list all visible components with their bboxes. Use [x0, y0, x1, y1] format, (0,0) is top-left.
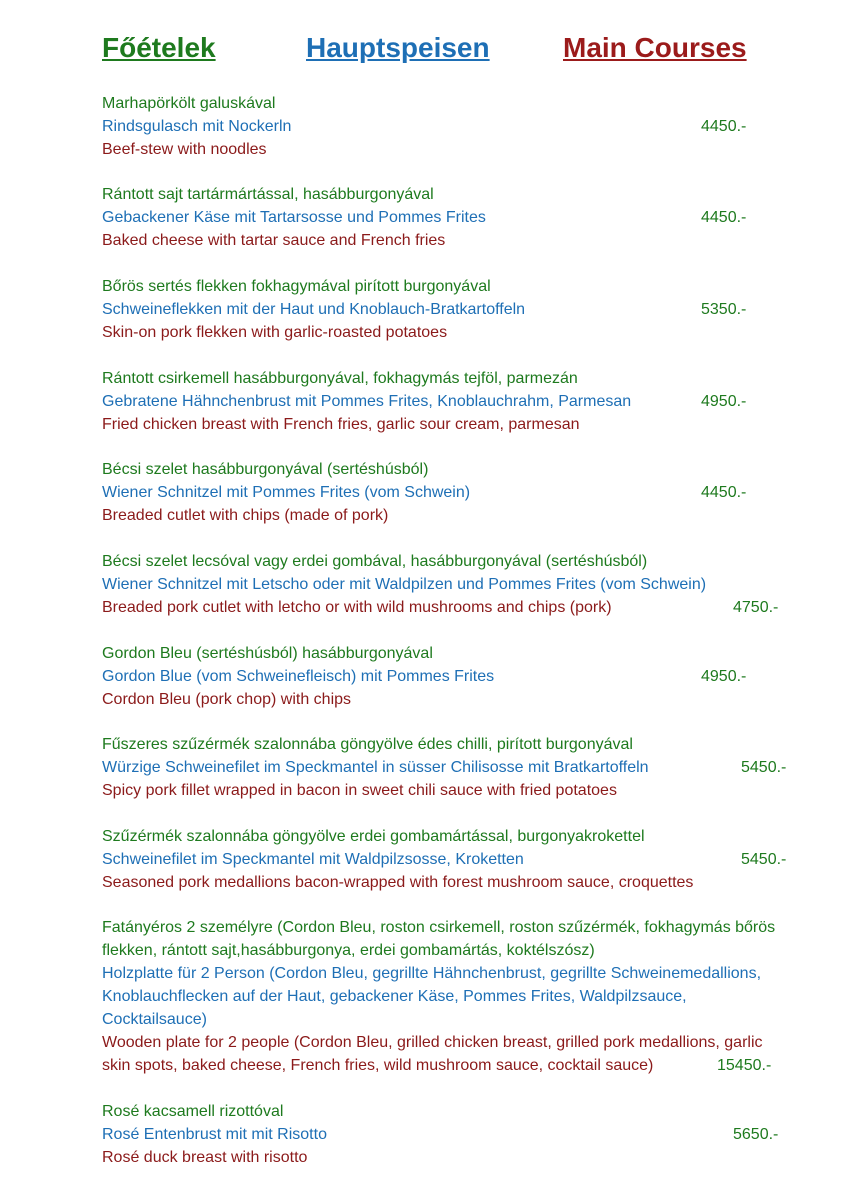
item-note: (pork chop) — [190, 691, 281, 708]
item-description: (Cordon Bleu, grilled chicken breast, grilled pork medallions, garlic — [289, 1034, 763, 1051]
item-name-de: Wiener Schnitzel mit Pommes Frites (vom Schwein) — [102, 484, 471, 501]
item-name-de: Rindsgulasch mit Nockerln — [102, 118, 292, 135]
item-name-hu: Rántott sajt tartármártással, hasábburgonyával — [102, 186, 434, 203]
item-name-en: Breaded pork cutlet with letcho or with wild mushrooms and chips (pork) — [102, 599, 612, 616]
menu-item-wiener-schnitzel — [102, 458, 802, 527]
menu-item-duck-breast — [102, 1100, 802, 1169]
menu-item-spicy-pork-fillet — [102, 733, 802, 802]
menu-item-beef-stew — [102, 92, 802, 161]
item-title: Fatányéros 2 személyre — [102, 919, 273, 936]
item-price: 5450.- — [741, 759, 787, 776]
menu-item-fried-chicken — [102, 367, 802, 436]
item-name-hu: Bécsi szelet hasábburgonyával (sertéshúsból) — [102, 461, 429, 478]
item-name-part: with chips — [280, 691, 352, 708]
item-name-hu — [102, 916, 802, 939]
item-price: 5650.- — [733, 1126, 779, 1143]
heading-hungarian: Főételek — [102, 32, 216, 63]
item-name-de: Gebackener Käse mit Tartarsosse und Pommes Frites — [102, 209, 486, 226]
item-name-hu: Szűzérmék szalonnába göngyölve erdei gombamártással, burgonyakrokettel — [102, 828, 645, 845]
item-name-de: Wiener Schnitzel mit Letscho oder mit Waldpilzen und Pommes Frites (vom Schwein) — [102, 576, 707, 593]
item-name-en: Breaded cutlet with chips (made of pork) — [102, 507, 389, 524]
item-price: 4450.- — [701, 118, 747, 135]
item-price: 4950.- — [701, 393, 747, 410]
menu-item-wooden-plate — [102, 916, 802, 1077]
item-name-part: hasábburgonyával — [302, 645, 433, 662]
menu-item-schnitzel-letcho — [102, 550, 802, 619]
item-price: 5350.- — [701, 301, 747, 318]
item-name-de: Rosé Entenbrust mit mit Risotto — [102, 1126, 327, 1143]
item-title: Wooden plate for 2 people — [102, 1034, 290, 1051]
item-price: 5450.- — [741, 851, 787, 868]
item-name-hu: Marhapörkölt galuskával — [102, 95, 276, 112]
item-name-en — [102, 1031, 802, 1054]
item-price: 15450.- — [717, 1057, 772, 1074]
item-name-hu: Fűszeres szűzérmék szalonnába göngyölve édes chilli, pirított burgonyával — [102, 736, 633, 753]
item-name-en: Rosé duck breast with risotto — [102, 1149, 308, 1166]
item-name-de: Würzige Schweinefilet im Speckmantel in süsser Chilisosse mit Bratkartoffeln — [102, 759, 649, 776]
item-name-en: Beef-stew with noodles — [102, 141, 267, 158]
item-name-en: Fried chicken breast with French fries, garlic sour cream, parmesan — [102, 416, 580, 433]
item-name-part: Gordon Bleu — [102, 645, 192, 662]
item-name-part: mit Pommes Frites — [360, 668, 495, 685]
heading-english: Main Courses — [563, 32, 747, 63]
item-name-hu — [102, 642, 802, 665]
item-name-en: Seasoned pork medallions bacon-wrapped with forest mushroom sauce, croquettes — [102, 874, 694, 891]
menu-item-pork-medallions — [102, 825, 802, 894]
item-name-en: Spicy pork fillet wrapped in bacon in sweet chili sauce with fried potatoes — [102, 782, 617, 799]
item-description-de: Knoblauchflecken auf der Haut, gebackener Käse, Pommes Frites, Waldpilzsauce, — [102, 988, 687, 1005]
item-description-en: skin spots, baked cheese, French fries, wild mushroom sauce, cocktail sauce) — [102, 1057, 654, 1074]
item-name-de: Gebratene Hähnchenbrust mit Pommes Frites, Knoblauchrahm, Parmesan — [102, 393, 632, 410]
item-name-hu: Rosé kacsamell rizottóval — [102, 1103, 284, 1120]
item-name-de — [102, 962, 802, 985]
item-description: (Cordon Bleu, roston csirkemell, roston szűzérmék, fokhagymás bőrös — [272, 919, 776, 936]
item-note: (vom Schweinefleisch) — [191, 668, 361, 685]
item-description: (Cordon Bleu, gegrillte Hähnchenbrust, gegrillte Schweinemedallions, — [264, 965, 762, 982]
item-name-de: Schweineflekken mit der Haut und Knoblauch-Bratkartoffeln — [102, 301, 526, 318]
menu-item-pork-flekken — [102, 275, 802, 344]
heading-german: Hauptspeisen — [306, 32, 490, 63]
item-name-en: Skin-on pork flekken with garlic-roasted potatoes — [102, 324, 448, 341]
item-price: 4750.- — [733, 599, 779, 616]
item-name-hu: Rántott csirkemell hasábburgonyával, fokhagymás tejföl, parmezán — [102, 370, 578, 387]
item-price: 4450.- — [701, 484, 747, 501]
menu-item-baked-cheese — [102, 183, 802, 252]
menu-item-cordon-bleu — [102, 642, 802, 711]
item-name-en — [102, 688, 802, 711]
item-price: 4450.- — [701, 209, 747, 226]
item-name-part: Gordon Blue — [102, 668, 192, 685]
item-name-en: Baked cheese with tartar sauce and French fries — [102, 232, 446, 249]
item-note: (sertéshúsból) — [191, 645, 303, 662]
item-name-part: Cordon Bleu — [102, 691, 191, 708]
item-name-hu: Bécsi szelet lecsóval vagy erdei gombával, hasábburgonyával (sertéshúsból) — [102, 553, 648, 570]
item-name-de: Schweinefilet im Speckmantel mit Waldpilzsosse, Kroketten — [102, 851, 524, 868]
item-description-hu: flekken, rántott sajt,hasábburgonya, erdei gombamártás, koktélszósz) — [102, 942, 595, 959]
item-title: Holzplatte für 2 Person — [102, 965, 265, 982]
item-name-de — [102, 665, 802, 688]
item-name-hu: Bőrös sertés flekken fokhagymával pirított burgonyával — [102, 278, 491, 295]
item-description-de: Cocktailsauce) — [102, 1011, 207, 1028]
item-price: 4950.- — [701, 668, 747, 685]
